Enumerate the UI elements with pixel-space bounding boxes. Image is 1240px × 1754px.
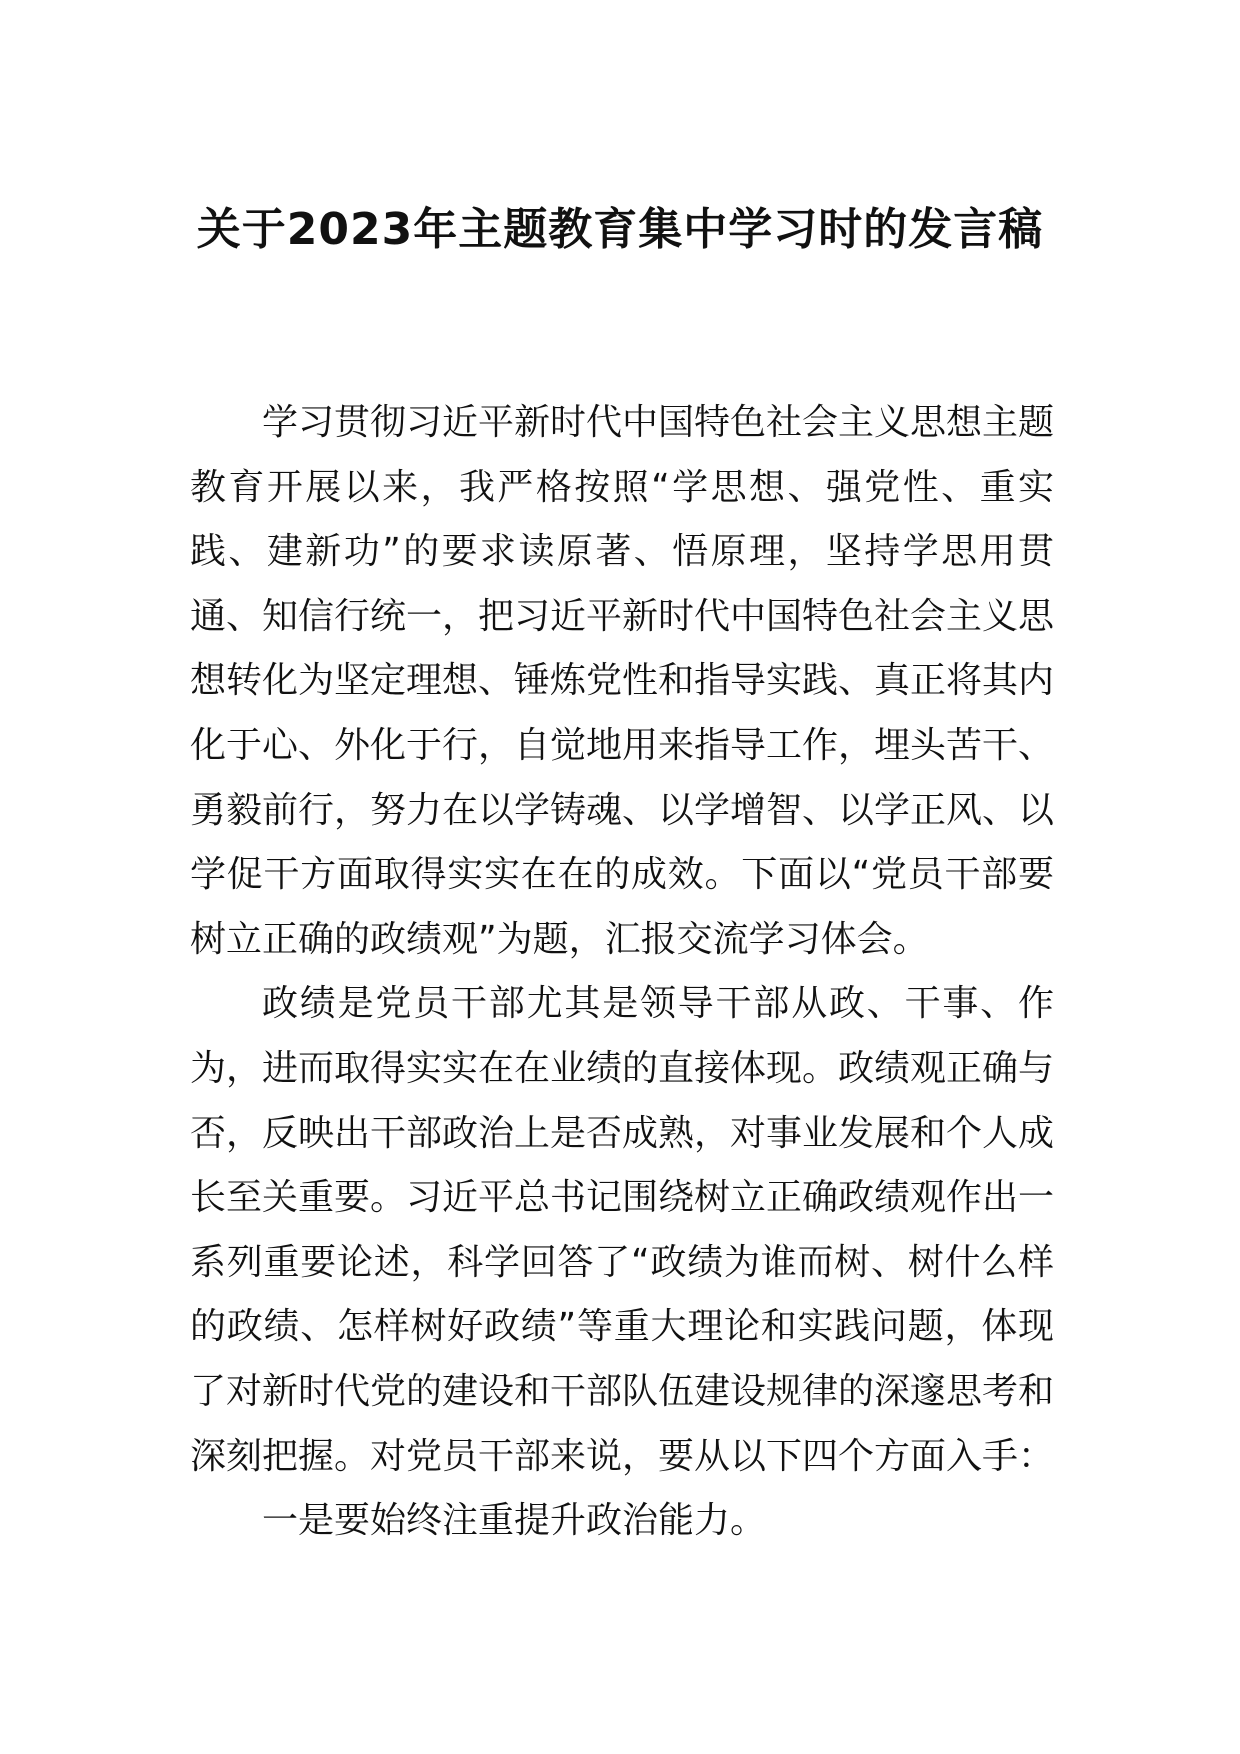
document-body: [190, 391, 1054, 1554]
paragraph-point-one: 一是要始终注重提升政治能力。: [262, 1500, 767, 1542]
document-title: 关于2023年主题教育集中学习时的发言稿: [196, 204, 1044, 255]
paragraph-achievements: 政绩是党员干部尤其是领导干部从政、干事、作为，进而取得实实在在业绩的直接体现。政绩观正确与否，反映出干部政治上是否成熟，对事业发展和个人成长至关重要。习近平总书记围绕树立正确政绩观作出一系列重要论述，科学回答了“政绩为谁而树、树什么样的政绩、怎样树好政绩”等重大理论和实践问题，体现了对新时代党的建设和干部队伍建设规律的深邃思考和深刻把握。对党员干部来说，要从以下四个方面入手：: [190, 983, 1055, 1477]
paragraph-intro: 学习贯彻习近平新时代中国特色社会主义思想主题教育开展以来，我严格按照“学思想、强党性、重实践、建新功”的要求读原著、悟原理，坚持学思用贯通、知信行统一，把习近平新时代中国特色社会主义思想转化为坚定理想、锤炼党性和指导实践、真正将其内化于心、外化于行，自觉地用来指导工作，埋头苦干、勇毅前行，努力在以学铸魂、以学增智、以学正风、以学促干方面取得实实在在的成效。下面以“党员干部要树立正确的政绩观”为题，汇报交流学习体会。: [190, 402, 1055, 960]
